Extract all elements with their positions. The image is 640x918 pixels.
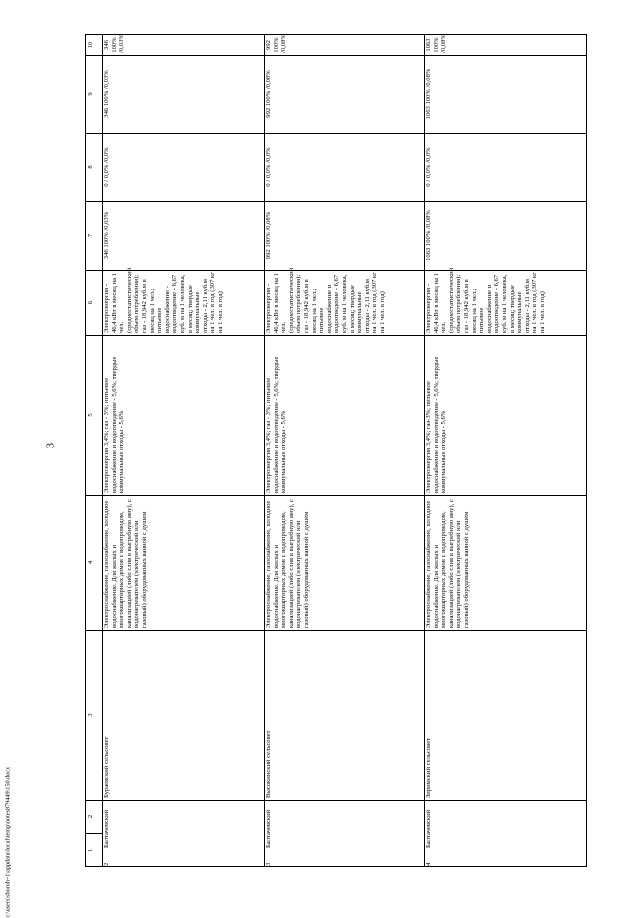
data-table: [85, 34, 587, 867]
header-cell: [86, 495, 102, 630]
header-cell-text: 2: [87, 814, 94, 819]
header-cell: [86, 55, 102, 133]
row-cell-c7: [102, 201, 264, 270]
row-cell-council-text: Высокинский сельсовет: [265, 730, 272, 798]
grid-line: [86, 833, 102, 834]
header-cell-text: 5: [87, 413, 94, 417]
row-cell-c9-text: 346 100% /0,03%: [103, 70, 110, 118]
row-cell-c10: [102, 35, 264, 55]
row-cell-district: [264, 800, 424, 850]
row-cell-norms-text: Электроэнергия - 46,4 кВт в месяц на 1 чел. (среднестатистический объем потребления); газ - 18,942 куб.м в месяц на 1 чел.; питьевое водоснабжение и водоотведение - 6,67 куб. м на 1 человека, в месяц; твердые коммунальные отходы - 2,11 куб.м на 1 чел. в год (307 кг на 1 чел. в год): [265, 267, 386, 333]
header-cell: [86, 133, 102, 201]
header-cell-text: 1: [87, 848, 94, 853]
row-cell-services: [424, 495, 588, 630]
row-cell-c9-text: 1063 100% /0,08%: [425, 68, 432, 120]
row-cell-norms-text: Электроэнергия - 46,4 кВт в месяц на 1 чел. (среднестатистический объем потребления); газ - 18,942 куб.м в месяц на 1 чел.; питьевое водоснабжение - водоотведение - 6,67 куб. м на 1 человека, в месяц; твердые коммунальные отходы - 2,11 куб.м на 1 чел. в год (307 кг на 1 чел. в год): [103, 267, 224, 333]
row-cell-shares-text: Электроэнергия 3,4%; газ - 3%; питьевое водоснабжение и водоотведение - 5,6%; твердые коммунальные отходы - 5,6%: [103, 356, 126, 493]
footer-file-path: c:\users\sboroh~1\appdata\local\temp\notes879449\150.docx: [4, 766, 12, 918]
row-cell-num-text: 4: [425, 862, 432, 866]
row-cell-c7: [264, 201, 424, 270]
row-cell-num-text: 2: [103, 862, 110, 866]
row-cell-num: [264, 850, 424, 868]
row-cell-c10: [264, 35, 424, 55]
row-cell-shares: [424, 335, 588, 495]
header-cell: [86, 201, 102, 270]
row-cell-district: [102, 800, 264, 850]
row-cell-district-text: Балтачевский: [425, 809, 432, 848]
header-cell: [86, 833, 102, 868]
row-cell-council-text: Зиримский сельсовет: [425, 737, 432, 798]
row-cell-shares: [102, 335, 264, 495]
row-cell-services: [264, 495, 424, 630]
header-cell-text: 10: [87, 41, 94, 49]
row-cell-c7-text: 992 100% /0,08%: [265, 211, 272, 260]
header-cell-text: 4: [87, 560, 94, 565]
row-cell-c8-text: 0 / 0,0% /0,0%: [425, 147, 432, 187]
row-cell-c8: [424, 133, 588, 201]
row-cell-district: [424, 800, 588, 850]
row-cell-district-text: Балтачевский: [265, 809, 272, 848]
row-cell-district-text: Балтачевский: [103, 809, 110, 848]
row-cell-council: [424, 630, 588, 800]
row-cell-num: [424, 850, 588, 868]
header-cell: [86, 335, 102, 495]
row-cell-norms: [424, 267, 588, 335]
row-cell-num-text: 3: [265, 862, 272, 866]
row-cell-council: [264, 630, 424, 800]
header-cell-text: 7: [87, 233, 94, 238]
row-cell-council-text: Бураевский сельсовет: [103, 736, 110, 798]
row-cell-c9: [102, 55, 264, 133]
page-number: 3: [45, 443, 57, 448]
row-cell-c7-text: 1063 100% /0,08%: [425, 210, 432, 261]
row-cell-c10-text: 346 100% /0,03%: [103, 34, 126, 53]
header-cell-text: 6: [87, 300, 94, 305]
row-cell-c8-text: 0 / 0,0% /0,0%: [265, 147, 272, 187]
row-cell-shares-text: Электроэнергия 3,4%; газ-3%; питьевое водоснабжение и водоотведение - 5,6%; твердые коммунальные отходы - 5,6%: [425, 356, 448, 493]
header-cell-text: 9: [87, 92, 94, 96]
row-cell-norms: [264, 267, 424, 335]
header-cell: [86, 630, 102, 800]
row-cell-c8: [264, 133, 424, 201]
row-cell-services: [102, 495, 264, 630]
row-cell-shares-text: Электроэнергия 3,4%; газ - 3%; питьевое водоснабжение и водоотведение - 5,6%; твердые коммунальные отходы - 5,6%: [265, 356, 288, 493]
row-cell-services-text: Электроснабжение, газоснабжение, холодное водоснабжение. Для жилых и многоквартирных домов с водопроводом, канализацией (либо слив в выгребную яму), с водонагревателем (электрический или газовый) оборудованных ванной с душем: [265, 499, 310, 628]
row-cell-norms: [102, 267, 264, 335]
row-cell-c8-text: 0 / 0,0% /0,0%: [103, 147, 110, 187]
row-cell-c10-text: 992 100% /0,08%: [265, 34, 288, 53]
row-cell-services-text: Электроснабжение, газоснабжение, холодное водоснабжение. Для жилых и многоквартирных домов с водопроводом, канализацией (либо слив в выгребную яму), с водонагревателем (электрический или газовый) оборудованных ванной с душем: [425, 499, 470, 628]
row-cell-council: [102, 630, 264, 800]
row-cell-c9: [424, 55, 588, 133]
row-cell-num: [102, 850, 264, 868]
row-cell-shares: [264, 335, 424, 495]
header-cell-text: 3: [87, 713, 94, 717]
row-cell-c9-text: 992 100% /0,08%: [265, 70, 272, 118]
row-cell-norms-text: Электроэнергия - 46,4 кВт в месяц на 1 чел. (среднестатистический объем потребления); газ - 18,942 куб.м в месяц на 1 чел.; питьевое водоснабжение и водоотведение - 6,67 куб. м на 1 человека, в месяц; твердые коммунальные отходы - 2,11 куб.м на 1 чел. в год (307 кг на 1 чел. в год): [425, 267, 546, 333]
row-cell-c8: [102, 133, 264, 201]
row-cell-c9: [264, 55, 424, 133]
header-cell-text: 8: [87, 165, 94, 169]
row-cell-c7: [424, 201, 588, 270]
row-cell-services-text: Электроснабжение, газоснабжение, холодное водоснабжение. Для жилых и многоквартирных домов с водопроводом, канализацией (либо слив в выгребную яму), с водонагревателем (электрический или газовый) оборудованных ванной с душем: [103, 499, 148, 628]
row-cell-c7-text: 346 100% /0,03%: [103, 211, 110, 260]
header-cell: [86, 270, 102, 335]
row-cell-c10: [424, 35, 588, 55]
header-cell: [86, 35, 102, 55]
header-cell: [86, 800, 102, 833]
row-cell-c10-text: 1063 100% /0,08%: [425, 34, 448, 53]
